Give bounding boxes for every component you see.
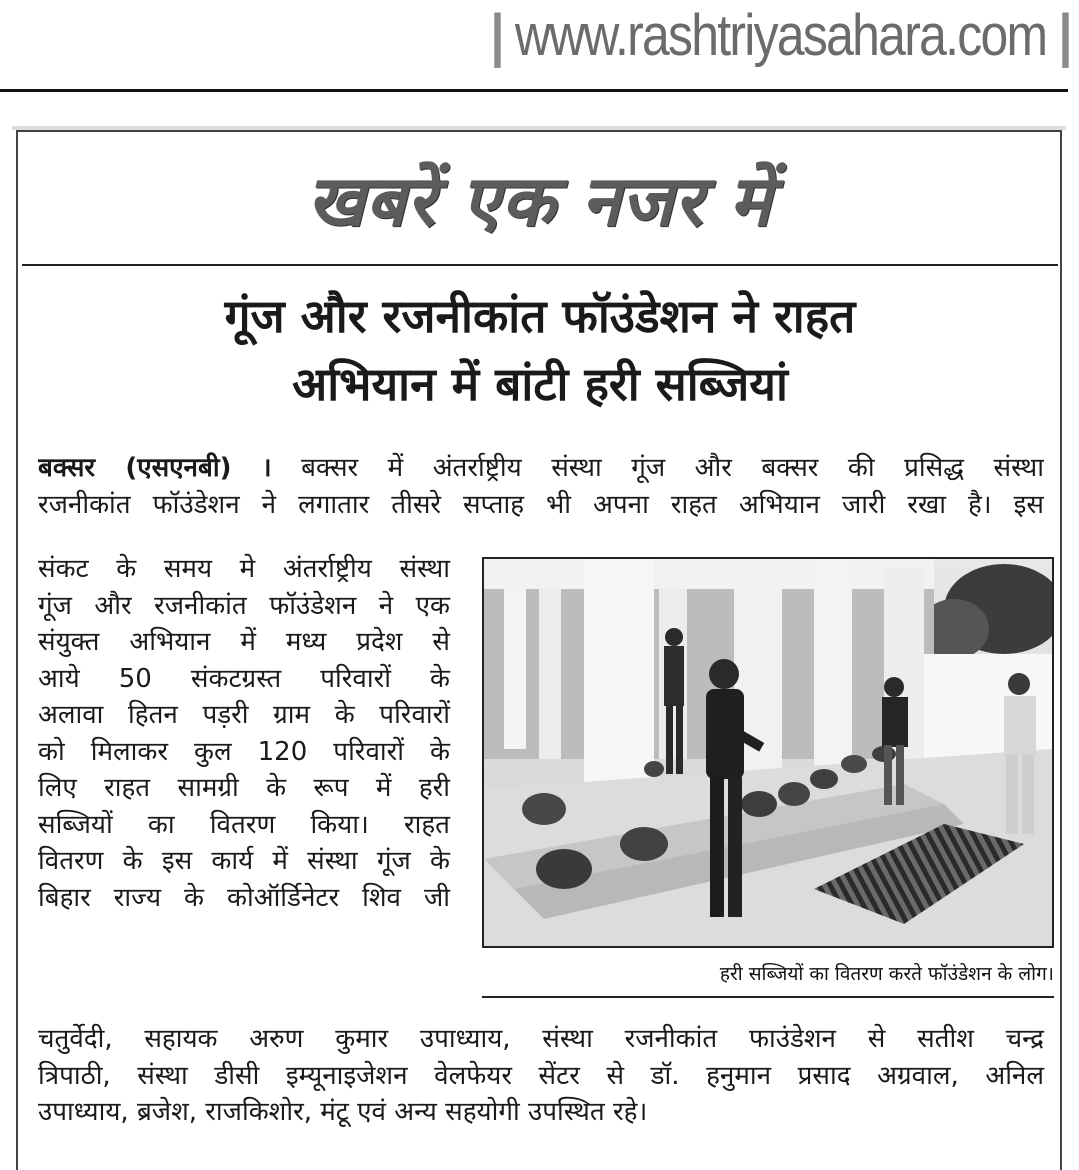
column-line: आये 50 संकटग्रस्त परिवारों के xyxy=(38,663,450,694)
section-title: खबरें एक नजर में xyxy=(307,160,772,242)
column-line: को मिलाकर कुल 120 परिवारों के xyxy=(38,736,450,767)
column-line: संयुक्त अभियान में मध्य प्रदेश से xyxy=(38,627,450,657)
header-rule xyxy=(0,89,1068,92)
column-line: बिहार राज्य के कोऑर्डिनेटर शिव जी xyxy=(38,882,450,913)
site-url-text: www.rashtriyasahara.com xyxy=(515,3,1047,68)
lead-line-1-text: बक्सर में अंतर्राष्ट्रीय संस्था गूंज और बक्सर की प्रसिद्ध संस्था xyxy=(301,453,1044,483)
url-divider-left: | xyxy=(490,3,516,68)
headline-line-1: गूंज और रजनीकांत फॉउंडेशन ने राहत xyxy=(224,289,856,343)
article-headline xyxy=(40,282,1040,418)
column-line: सब्जियों का वितरण किया। राहत xyxy=(38,809,450,840)
article-tail xyxy=(38,1021,1044,1131)
article-column xyxy=(38,551,450,916)
article-lead xyxy=(38,450,1044,523)
site-header xyxy=(0,0,1079,92)
site-url xyxy=(491,2,1071,69)
column-line: गूंज और रजनीकांत फॉउंडेशन ने एक xyxy=(38,590,450,621)
lead-line-2: रजनीकांत फॉउंडेशन ने लगातार तीसरे सप्ताह भी अपना राहत अभियान जारी रखा है। इस xyxy=(38,489,1044,520)
caption-rule xyxy=(482,996,1054,998)
section-divider xyxy=(22,264,1058,266)
lead-line-1 xyxy=(38,450,1044,487)
column-line: अलावा हितन पड़री ग्राम के परिवारों xyxy=(38,700,450,730)
column-line: संकट के समय मे अंतर्राष्ट्रीय संस्था xyxy=(38,554,450,584)
tail-line: त्रिपाठी, संस्था डीसी इम्यूनाइजेशन वेलफेयर सेंटर से डॉ. हनुमान प्रसाद अग्रवाल, अनिल xyxy=(38,1060,1044,1091)
url-divider-right: | xyxy=(1046,3,1071,68)
news-photo xyxy=(482,557,1054,948)
tail-line: चतुर्वेदी, सहायक अरुण कुमार उपाध्याय, संस्था रजनीकांत फाउंडेशन से सतीश चन्द्र xyxy=(38,1024,1044,1054)
headline-line-2: अभियान में बांटी हरी सब्जियां xyxy=(292,357,788,411)
tail-line: उपाध्याय, ब्रजेश, राजकिशोर, मंटू एवं अन्य सहयोगी उपस्थित रहे। xyxy=(38,1097,648,1127)
photo-caption: हरी सब्जियों का वितरण करते फॉउंडेशन के लोग। xyxy=(719,963,1054,985)
column-line: वितरण के इस कार्य में संस्था गूंज के xyxy=(38,846,450,876)
dateline: बक्सर (एसएनबी) । xyxy=(38,453,272,483)
photo-illustration xyxy=(484,559,1052,946)
column-line: लिए राहत सामग्री के रूप में हरी xyxy=(38,773,450,803)
